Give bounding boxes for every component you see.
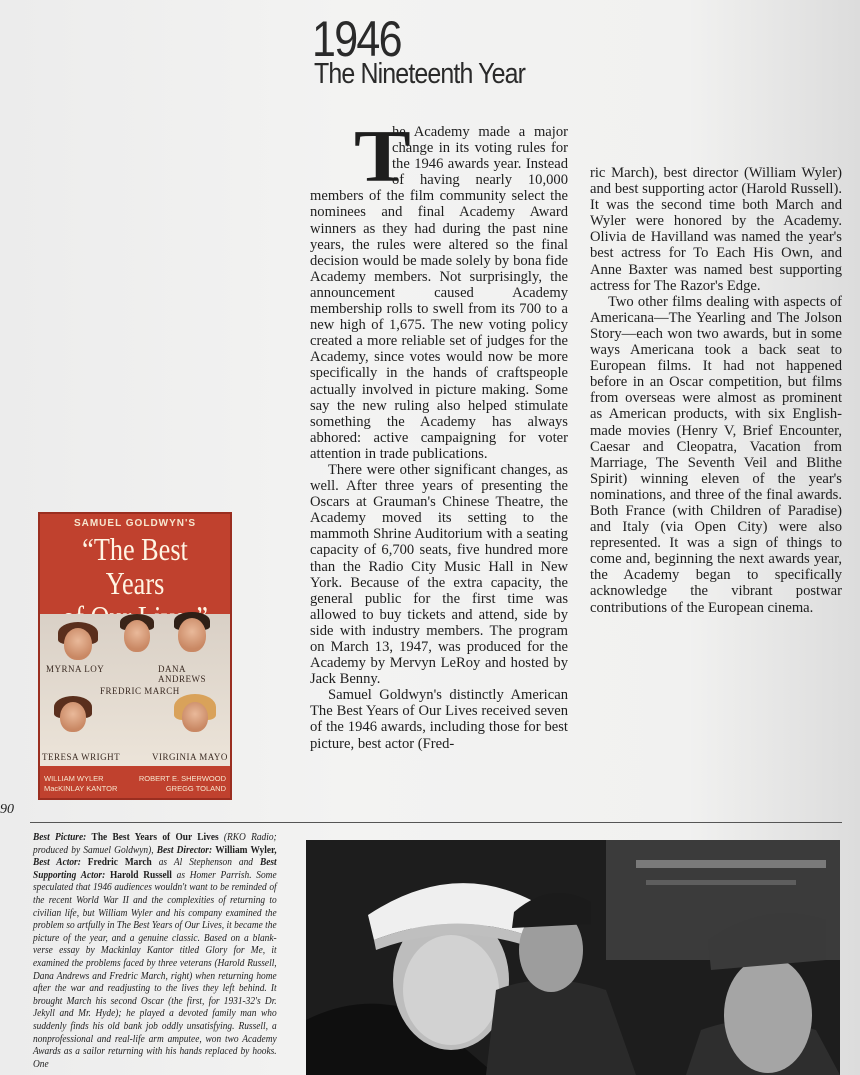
face-portrait bbox=[124, 620, 150, 652]
year-heading: 1946 bbox=[312, 11, 401, 67]
article-column-2 bbox=[590, 165, 842, 616]
caption-actor: Fredric March bbox=[87, 857, 152, 869]
caption-text: as Al Stephenson and bbox=[158, 857, 254, 869]
caption-director: William Wyler, bbox=[215, 844, 277, 856]
poster-credit: ROBERT E. SHERWOOD bbox=[138, 774, 226, 783]
film-still-illustration bbox=[306, 840, 840, 1075]
article-paragraph: Samuel Goldwyn's distinctly American The Best Years of Our Lives received seven of the 1946 awards, including those for best picture, best actor (Fred- bbox=[310, 687, 568, 752]
article-paragraph: There were other significant changes, as well. After three years of presenting the Oscars at Grauman's Chinese Theatre, the Academy moved its setting to the mammoth Shrine Auditorium with a seating capacity of 6,700 seats, five hundred more than the Radio City Music Hall in New York. Because of the extra capacity, the general public for the first time was allowed to buy tickets and attend, side by side with industry members. The program on March 13, 1947, was produced for the Academy by Mervyn LeRoy and hosted by Jack Benny. bbox=[310, 461, 568, 688]
cast-name: VIRGINIA MAYO bbox=[152, 752, 228, 762]
caption-label: Best Picture: bbox=[33, 832, 87, 843]
poster-credit: WILLIAM WYLER bbox=[44, 774, 104, 783]
cast-name: MYRNA LOY bbox=[46, 664, 105, 674]
article-paragraph bbox=[310, 116, 568, 462]
poster-cast-photo bbox=[40, 614, 230, 766]
caption-supporting: Harold Russell bbox=[109, 869, 172, 881]
page-number: 90 bbox=[0, 802, 14, 817]
face-portrait bbox=[60, 702, 86, 732]
year-subtitle: The Nineteenth Year bbox=[314, 58, 526, 90]
face-portrait bbox=[64, 628, 92, 660]
film-still-photo bbox=[306, 840, 840, 1075]
poster-credits bbox=[44, 774, 226, 794]
cast-name: TERESA WRIGHT bbox=[42, 752, 121, 762]
photo-caption bbox=[33, 832, 277, 1071]
article-paragraph: ric March), best director (William Wyler) and best supporting actor (Harold Russell). It was the second time both March and Wyler were honored by the Academy. Olivia de Havilland was named the year's best actress for To Each His Own, and Anne Baxter was named best supporting actress for The Razor's Edge. bbox=[590, 165, 842, 294]
divider-rule bbox=[30, 822, 842, 823]
article-column-1 bbox=[310, 116, 568, 752]
cast-name: FREDRIC MARCH bbox=[100, 686, 180, 696]
article-paragraph: Two other films dealing with aspects of Americana—The Yearling and The Jolson Story—each won two awards, but in some ways Americana took a back seat to European films. It had not happened before in an Oscar competition, but films from overseas were almost as prominent as American products, with six English-made movies (Henry V, Brief Encounter, Caesar and Cleopatra, Vacation from Marriage, The Seventh Veil and Blithe Spirit) winning eleven of the year's nominations, and three of the final awards. Both France (with Children of Paradise) and Italy (via Open City) were also represented. It was a sign of things to come and, beginning the next awards year, the Academy began to specifically acknowledge the vibrant postwar contributions of the European cinema. bbox=[590, 293, 842, 616]
poster-presenter: SAMUEL GOLDWYN'S bbox=[73, 518, 197, 529]
caption-label: Best Supporting Actor: bbox=[33, 857, 277, 881]
caption-body: as Homer Parrish. Some speculated that 1946 audiences wouldn't want to be reminded of the recent World War II and the complexities of returning to civilian life, but William Wyler and his company examined the problem so artfully in The Best Years of Our Lives, it became the picture of the year, and a genuine classic. Based on a blank-verse essay by Mackinlay Kantor titled Glory for Me, it examined the problems faced by three veterans (Harold Russell, Dana Andrews and Fredric March, right) when returning home after the war and readjusting to the lives they left behind. It brought March his second Oscar (the first, for 1931-32's Dr. Jekyll and Mr. Hyde); he played a devoted family man who suddenly finds his old bank job oddly unsatisfying. Russell, a nonprofessional and real-life arm amputee, won two Academy Awards as a sailor returning with his hands replaced by hooks. One bbox=[33, 869, 277, 1070]
caption-film: The Best Years of Our Lives bbox=[91, 832, 219, 843]
caption-label: Best Director: bbox=[156, 844, 213, 856]
face-portrait bbox=[178, 618, 206, 652]
paragraph-text: he Academy made a major change in its voting rules for the 1946 awards year. Instead of having nearly 10,000 members of the film community select the nominees and final Academy Award winners as they had during the past nine years, the rules were altered so the final decision would be made solely by bona fide Academy members. Not surprisingly, the announcement caused Academy membership rolls to swell from its 700 to a new high of 1,675. The new voting policy created a more reliable set of judges for the Academy, since votes would now be more specifically in the hands of craftspeople actually involved in picture making. Some say the new ruling also helped stimulate something the Academy has always abhored: active campaigning for voter attention in trade publications. bbox=[310, 124, 568, 462]
cast-name: DANA ANDREWS bbox=[158, 664, 206, 684]
poster-title-line: “The Best Years bbox=[82, 531, 188, 601]
poster-credit: GREGG TOLAND bbox=[165, 784, 226, 793]
caption-text: (RKO Radio; produced by Samuel Goldwyn), bbox=[33, 832, 277, 856]
caption-label: Best Actor: bbox=[33, 857, 81, 869]
movie-poster bbox=[38, 512, 232, 800]
poster-credit: MacKINLAY KANTOR bbox=[44, 784, 118, 793]
face-portrait bbox=[182, 702, 208, 732]
drop-cap: T bbox=[354, 116, 411, 198]
